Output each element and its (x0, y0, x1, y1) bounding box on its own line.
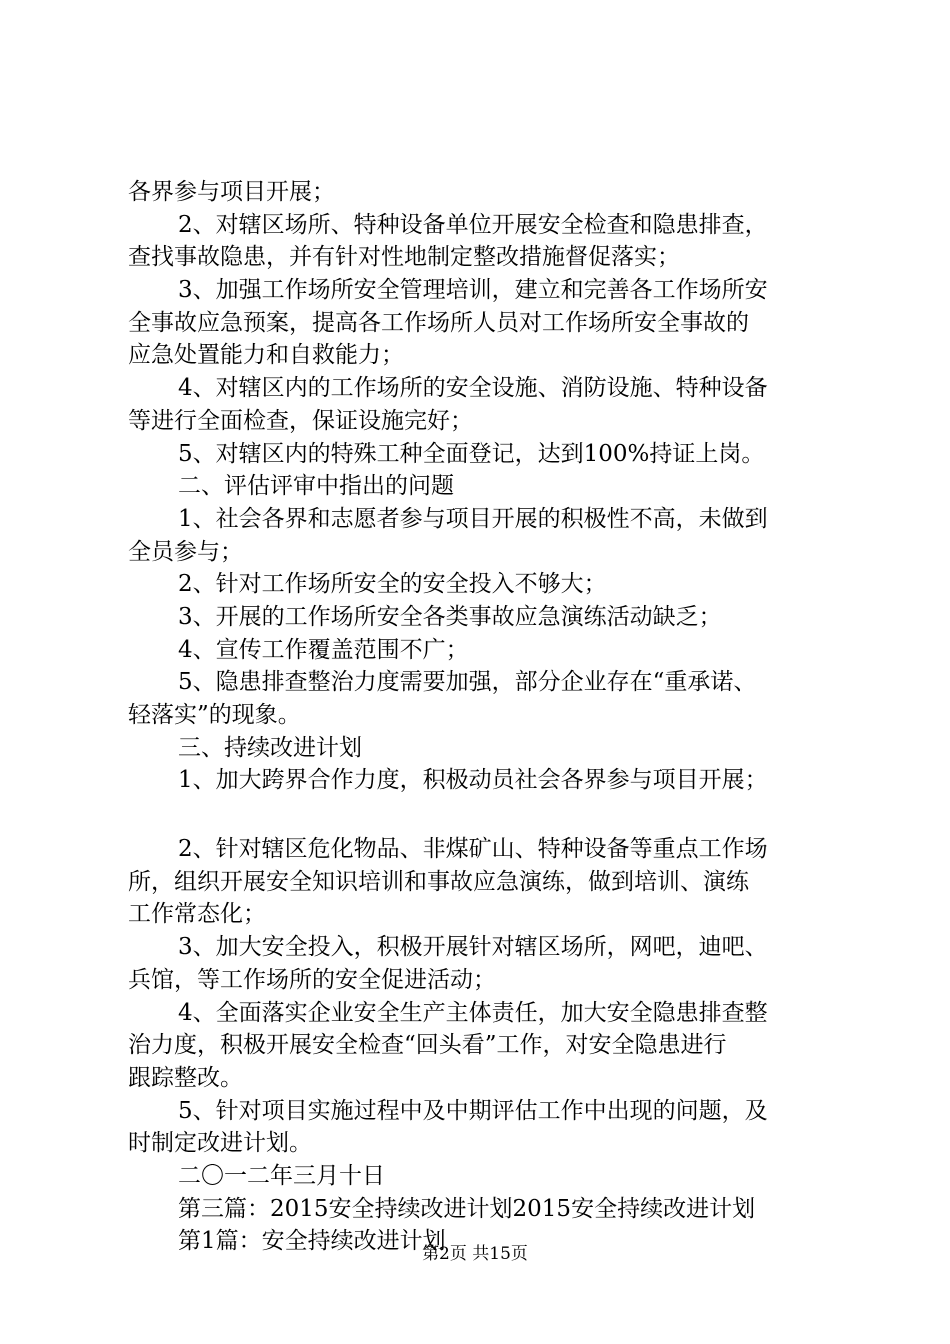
section-heading: 二、评估评审中指出的问题 (178, 473, 454, 500)
text-line: 5、对辖区内的特殊工种全面登记，达到100%持证上岗。 (178, 440, 765, 467)
text-line: 5、隐患排查整治力度需要加强，部分企业存在“重承诺、 (178, 669, 757, 696)
text-line: 3、加强工作场所安全管理培训，建立和完善各工作场所安 (178, 277, 768, 304)
text-line: 时制定改进计划。 (128, 1130, 312, 1157)
text-line: 1、社会各界和志愿者参与项目开展的积极性不高，未做到 (178, 505, 768, 532)
text-line: 4、全面落实企业安全生产主体责任，加大安全隐患排查整 (178, 999, 768, 1026)
text-line: 跟踪整改。 (128, 1064, 243, 1091)
text-line: 各界参与项目开展； (128, 179, 335, 205)
text-line: 5、针对项目实施过程中及中期评估工作中出现的问题，及 (178, 1097, 768, 1124)
text-line: 4、对辖区内的工作场所的安全设施、消防设施、特种设备 (178, 375, 768, 402)
text-line: 轻落实”的现象。 (128, 702, 301, 728)
text-line: 1、加大跨界合作力度，积极动员社会各界参与项目开展； (178, 767, 768, 794)
text-line: 2、针对辖区危化物品、非煤矿山、特种设备等重点工作场 (178, 836, 768, 863)
text-line: 查找事故隐患，并有针对性地制定整改措施督促落实； (128, 244, 680, 271)
chapter-title: 第三篇：2015安全持续改进计划2015安全持续改进计划 (178, 1195, 756, 1222)
text-line: 兵馆，等工作场所的安全促进活动； (128, 966, 496, 993)
blank-line (128, 797, 840, 833)
text-line: 全事故应急预案，提高各工作场所人员对工作场所安全事故的 (128, 309, 749, 336)
section-heading: 三、持续改进计划 (178, 734, 362, 761)
text-line: 所，组织开展安全知识培训和事故应急演练，做到培训、演练 (128, 868, 749, 895)
chapter-title: 第1篇：安全持续改进计划 (178, 1228, 446, 1255)
text-line: 4、宣传工作覆盖范围不广； (178, 636, 469, 663)
text-line: 全员参与； (128, 538, 243, 565)
document-body (128, 176, 840, 1258)
text-line: 工作常态化； (128, 901, 266, 928)
text-line: 等进行全面检查，保证设施完好； (128, 407, 473, 434)
text-line: 3、开展的工作场所安全各类事故应急演练活动缺乏； (178, 603, 722, 630)
text-line: 应急处置能力和自救能力； (128, 342, 404, 369)
text-line: 治力度，积极开展安全检查“回头看”工作，对安全隐患进行 (128, 1032, 727, 1059)
text-line: 3、加大安全投入，积极开展针对辖区场所，网吧，迪吧、 (178, 934, 768, 961)
text-line: 2、针对工作场所安全的安全投入不够大； (178, 571, 607, 598)
page-number: 第2页 共15页 (422, 1244, 528, 1264)
text-line: 2、对辖区场所、特种设备单位开展安全检查和隐患排查， (178, 211, 768, 238)
date-line: 二〇一二年三月十日 (178, 1162, 385, 1189)
